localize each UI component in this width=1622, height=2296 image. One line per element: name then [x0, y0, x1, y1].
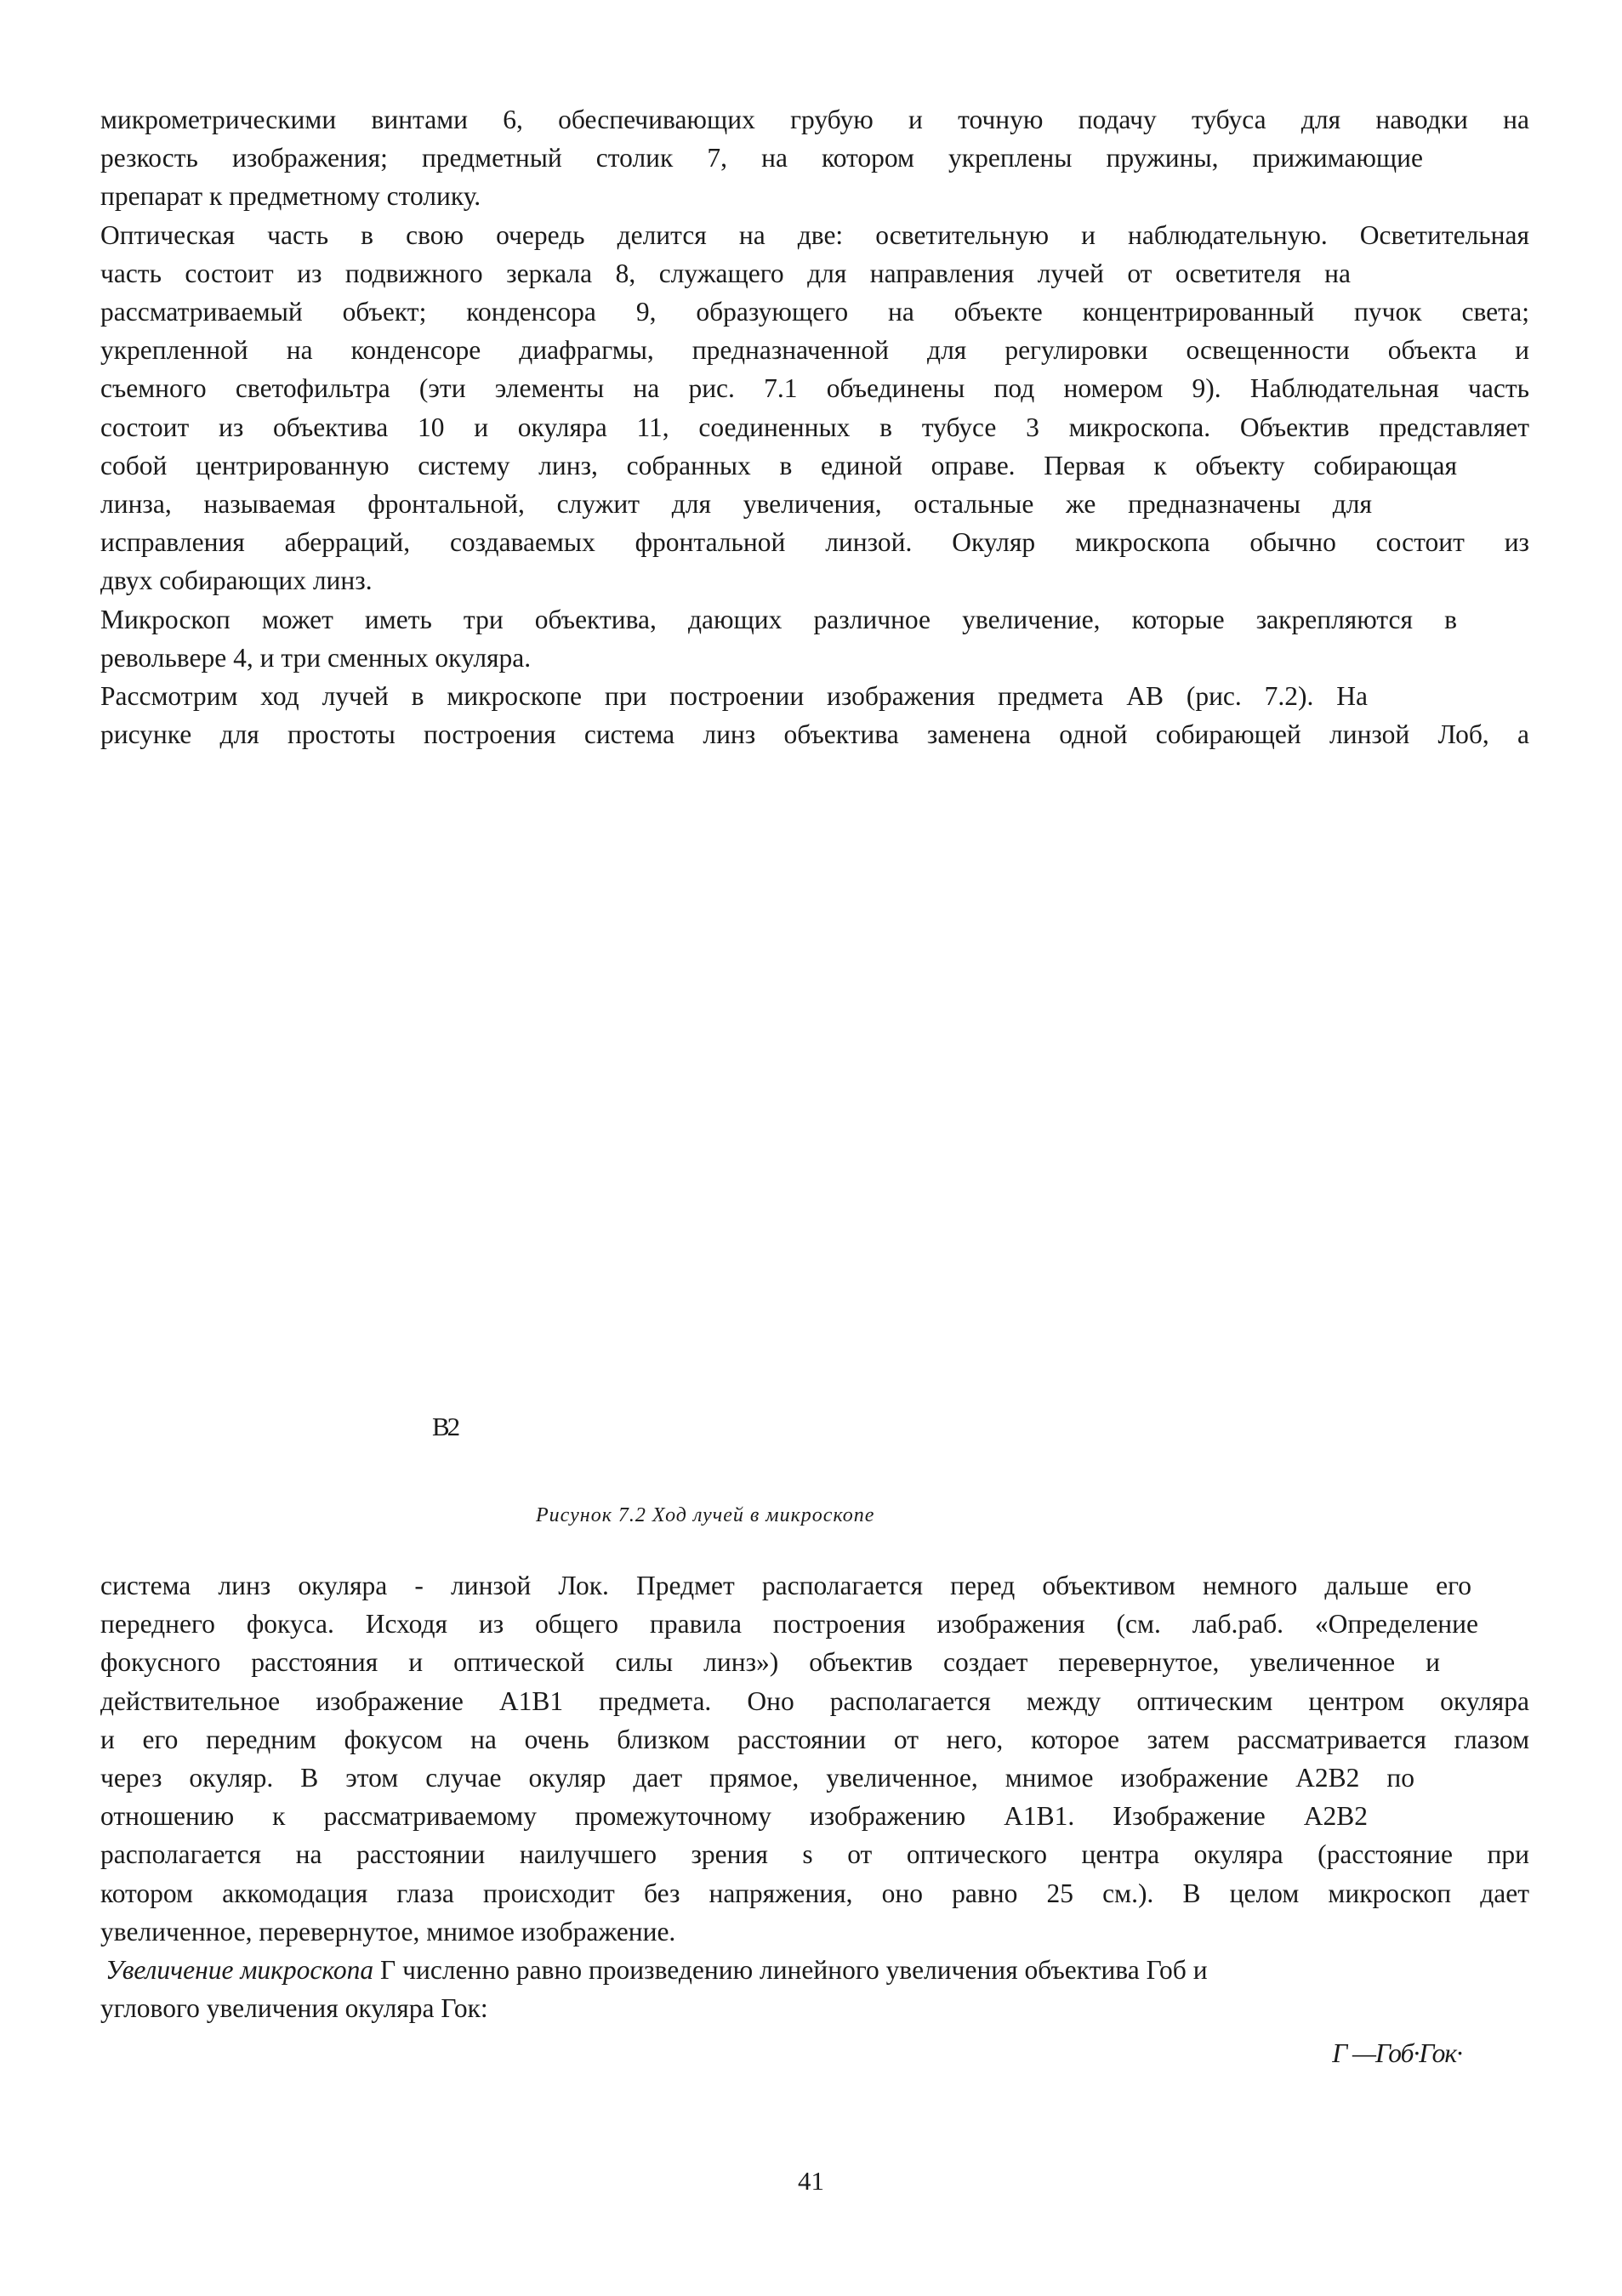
text-line: увеличенное, перевернутое, мнимое изображение. — [100, 1916, 676, 1946]
magnification-term: Увеличение микроскопа — [105, 1955, 374, 1986]
text-line: рассматриваемый объект; конденсора 9, образующего на объекте концентрированный пучок света; — [100, 297, 1529, 327]
text-line: переднего фокуса. Исходя из общего правила построения изображения (см. лаб.раб. «Определение — [100, 1609, 1478, 1640]
text-line: укрепленной на конденсоре диафрагмы, предназначенной для регулировки освещенности объекта и — [100, 335, 1529, 366]
text-line: через окуляр. В этом случае окуляр дает прямое, увеличенное, мнимое изображение A2B2 по — [100, 1763, 1414, 1793]
figure-label: B2 — [432, 1412, 458, 1441]
text-line: собой центрированную систему линз, собранных в единой оправе. Первая к объекту собирающая — [100, 450, 1457, 480]
text-line: револьвере 4, и три сменных окуляра. — [100, 642, 532, 673]
text-line: Микроскоп может иметь три объектива, дающих различное увеличение, которые закрепляются в — [100, 604, 1457, 634]
magnification-line — [100, 1951, 1529, 1989]
text-line: двух собирающих линз. — [100, 565, 373, 596]
text-line: рисунке для простоты построения система линз объектива заменена одной собирающей линзой Лоб, а — [100, 719, 1529, 750]
text-line: препарат к предметному столику. — [100, 181, 481, 212]
text-line: линза, называемая фронтальной, служит для увеличения, остальные же предназначены для — [100, 489, 1372, 520]
text-line: отношению к рассматриваемому промежуточному изображению A1B1. Изображение A2B2 — [100, 1801, 1368, 1832]
text-line: и его передним фокусом на очень близком расстоянии от него, которое затем рассматривается глазом — [100, 1724, 1529, 1754]
text-line: микрометрическими винтами 6, обеспечивающих грубую и точную подачу тубуса для наводки на — [100, 105, 1529, 134]
text-line: углового увеличения окуляра Гок: — [100, 1993, 488, 2024]
text-line: котором аккомодация глаза происходит без напряжения, оно равно 25 см.). В целом микроскоп дает — [100, 1878, 1529, 1908]
text-line: Оптическая часть в свою очередь делится на две: осветительную и наблюдательную. Осветительная — [100, 219, 1529, 250]
text-line: система линз окуляра - линзой Лок. Предмет располагается перед объективом немного дальше его — [100, 1571, 1471, 1600]
text-line: состоит из объектива 10 и окуляра 11, соединенных в тубусе 3 микроскопа. Объектив представляет — [100, 412, 1529, 442]
magnification-formula: Г —Гоб·Гок· — [1332, 2038, 1462, 2068]
text-line: резкость изображения; предметный столик 7, на котором укреплены пружины, прижимающие — [100, 143, 1423, 173]
body-text-top — [100, 100, 1529, 753]
text-line: фокусного расстояния и оптической силы линз») объектив создает перевернутое, увеличенное и — [100, 1647, 1440, 1678]
body-text-bottom — [100, 1566, 1529, 2027]
page-number: 41 — [798, 2166, 824, 2196]
text-line: съемного светофильтра (эти элементы на рис. 7.1 объединены под номером 9). Наблюдательная часть — [100, 373, 1529, 404]
text-line: располагается на расстоянии наилучшего зрения s от оптического центра окуляра (расстояние при — [100, 1839, 1529, 1870]
figure-area — [100, 765, 1529, 1454]
magnification-definition: Г численно равно произведению линейного увеличения объектива Гоб и — [373, 1955, 1208, 1986]
text-line: действительное изображение A1B1 предмета. Оно располагается между оптическим центром окуляра — [100, 1685, 1529, 1716]
text-line: исправления аберраций, создаваемых фронтальной линзой. Окуляр микроскопа обычно состоит из — [100, 527, 1529, 558]
text-line: Рассмотрим ход лучей в микроскопе при построении изображения предмета АВ (рис. 7.2). На — [100, 681, 1368, 712]
figure-caption: Рисунок 7.2 Ход лучей в микроскопе — [536, 1504, 875, 1526]
text-line: часть состоит из подвижного зеркала 8, служащего для направления лучей от осветителя на — [100, 258, 1351, 288]
